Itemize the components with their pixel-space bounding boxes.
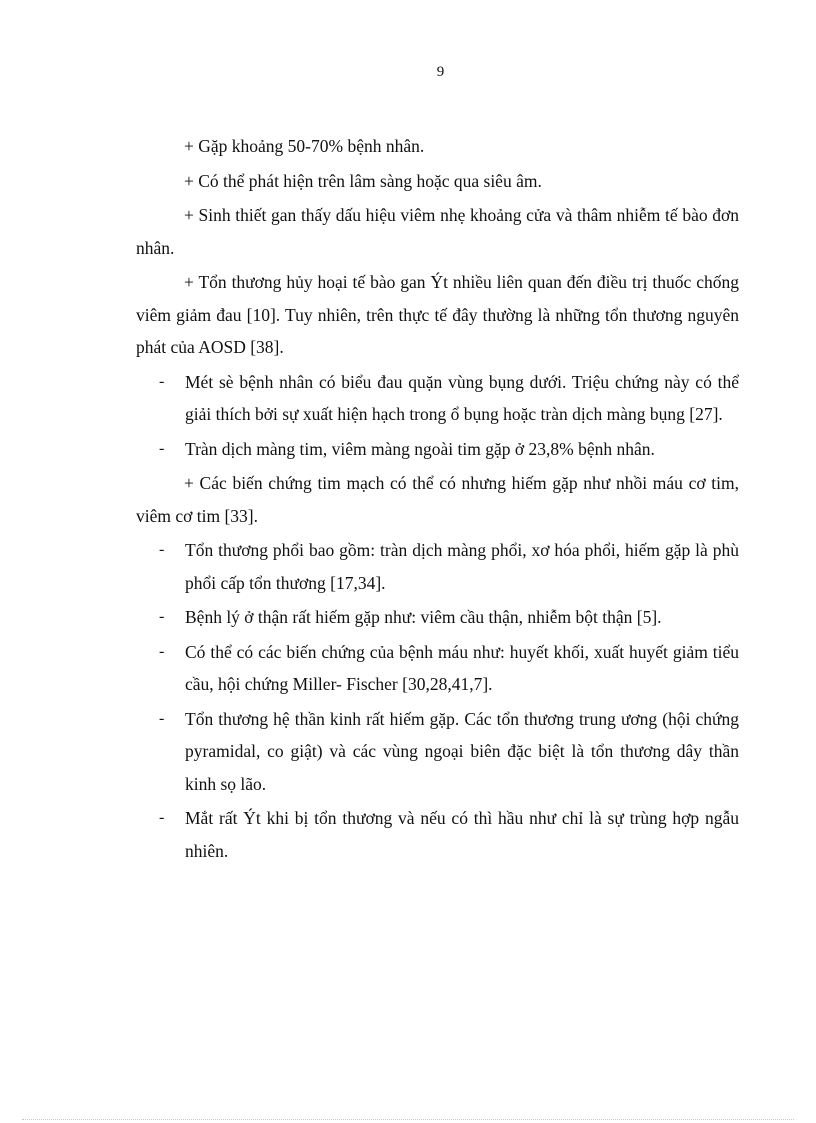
page-number: 9 bbox=[436, 64, 445, 80]
document-body bbox=[136, 130, 739, 869]
list-item bbox=[136, 703, 739, 801]
page-bottom-divider bbox=[22, 1119, 794, 1120]
bullet-dash-icon: - bbox=[159, 642, 165, 660]
paragraph-liver-detection: + Có thể phát hiện trên lâm sàng hoặc qua siêu âm. bbox=[184, 170, 542, 191]
bullet-dash-icon: - bbox=[159, 541, 165, 558]
paragraph-liver-frequency: + Gặp khoảng 50-70% bệnh nhân. bbox=[184, 136, 425, 156]
list-item-text-kidney: Bệnh lý ở thận rất hiếm gặp như: viêm cầu thận, nhiễm bột thận [5]. bbox=[185, 607, 662, 627]
list-item bbox=[136, 802, 739, 867]
list-item-text-eye: Mắt rất Ýt khi bị tổn thương và nếu có thì hầu như chỉ là sự trùng hợp ngẫu nhiên. bbox=[185, 808, 739, 861]
list-item bbox=[136, 433, 739, 466]
paragraph-cardiac-complications: + Các biến chứng tim mạch có thể có nhưng hiếm gặp như nhồi máu cơ tim, viêm cơ tim [33]. bbox=[136, 473, 739, 526]
bullet-dash-icon: - bbox=[159, 372, 165, 390]
list-item-text-nervous: Tổn thương hệ thần kinh rất hiếm gặp. Các tổn thương trung ương (hội chứng pyramidal, co giật) và các vùng ngoại biên đặc biệt là tổn thương dây thần kinh sọ lão. bbox=[185, 708, 739, 794]
bullet-dash-icon: - bbox=[159, 608, 165, 625]
bullet-dash-icon: - bbox=[159, 709, 165, 727]
list-item bbox=[136, 601, 739, 634]
list-item bbox=[136, 366, 739, 431]
list-item-text-lung: Tổn thương phổi bao gồm: tràn dịch màng phổi, xơ hóa phổi, hiếm gặp là phù phổi cấp tổn thương [17,34]. bbox=[185, 540, 739, 593]
list-item-text-blood: Có thể có các biến chứng của bệnh máu như: huyết khối, xuất huyết giảm tiểu cầu, hội chứng Miller- Fischer [30,28,41,7]. bbox=[185, 641, 739, 694]
list-item-text-abdominal-pain: Mét sè bệnh nhân có biểu đau quặn vùng bụng dưới. Triệu chứng này có thể giải thích bởi sự xuất hiện hạch trong ổ bụng hoặc tràn dịch màng bụng [27]. bbox=[185, 371, 739, 424]
list-item bbox=[136, 534, 739, 599]
list-item bbox=[136, 636, 739, 701]
bullet-dash-icon: - bbox=[159, 809, 165, 826]
paragraph-liver-biopsy: + Sinh thiết gan thấy dấu hiệu viêm nhẹ khoảng cửa và thâm nhiễm tế bào đơn nhân. bbox=[136, 205, 739, 258]
bullet-dash-icon: - bbox=[159, 439, 165, 457]
list-item-text-pericardial: Tràn dịch màng tim, viêm màng ngoài tim gặp ở 23,8% bệnh nhân. bbox=[185, 438, 655, 459]
paragraph-liver-damage: + Tổn thương hủy hoại tế bào gan Ýt nhiều liên quan đến điều trị thuốc chống viêm giảm đau [10]. Tuy nhiên, trên thực tế đây thường là những tổn thương nguyên phát của AOSD [38]. bbox=[136, 272, 739, 357]
